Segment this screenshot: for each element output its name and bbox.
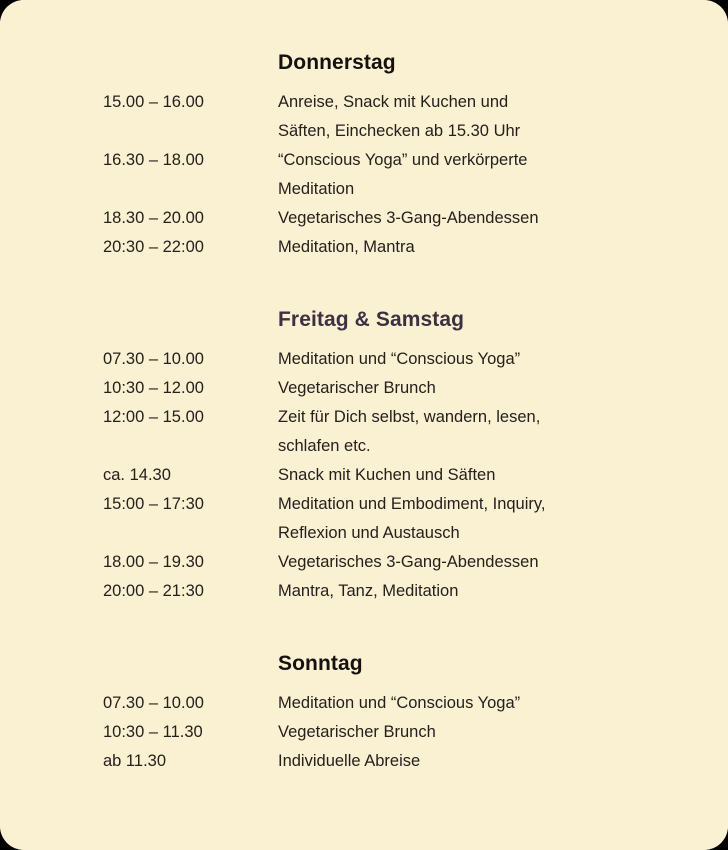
schedule-time: 18.30 – 20.00 [103, 209, 204, 227]
schedule-description: Zeit für Dich selbst, wandern, lesen, [278, 408, 541, 426]
day-heading: Freitag & Samstag [278, 308, 465, 331]
schedule-description: “Conscious Yoga” und verkörperte [278, 151, 528, 169]
schedule-time: 15:00 – 17:30 [103, 495, 204, 513]
schedule-time: 07.30 – 10.00 [103, 694, 204, 712]
schedule-time: ca. 14.30 [103, 466, 171, 484]
schedule-description: Individuelle Abreise [278, 752, 421, 770]
schedule-description: Meditation und “Conscious Yoga” [278, 350, 521, 368]
schedule-description-continued: Säften, Einchecken ab 15.30 Uhr [278, 122, 521, 140]
schedule-description: Meditation und “Conscious Yoga” [278, 694, 521, 712]
schedule-time: 20:00 – 21:30 [103, 582, 204, 600]
schedule-description-continued: Reflexion und Austausch [278, 524, 460, 542]
schedule-description: Vegetarisches 3-Gang-Abendessen [278, 553, 539, 571]
schedule-description: Vegetarischer Brunch [278, 379, 436, 397]
schedule-description: Mantra, Tanz, Meditation [278, 582, 459, 600]
schedule-description: Anreise, Snack mit Kuchen und [278, 93, 509, 111]
schedule-description: Meditation, Mantra [278, 238, 415, 256]
schedule-time: 16.30 – 18.00 [103, 151, 204, 169]
schedule-description-continued: Meditation [278, 180, 355, 198]
schedule-time: 10:30 – 12.00 [103, 379, 204, 397]
schedule-description: Vegetarischer Brunch [278, 723, 436, 741]
schedule-time: ab 11.30 [103, 752, 167, 770]
schedule-description: Vegetarisches 3-Gang-Abendessen [278, 209, 539, 227]
schedule-time: 15.00 – 16.00 [103, 93, 204, 111]
schedule-time: 10:30 – 11.30 [103, 723, 203, 741]
schedule-time: 20:30 – 22:00 [103, 238, 204, 256]
schedule-time: 18.00 – 19.30 [103, 553, 204, 571]
schedule-time: 07.30 – 10.00 [103, 350, 204, 368]
schedule-time: 12:00 – 15.00 [103, 408, 204, 426]
schedule-description-continued: schlafen etc. [278, 437, 371, 455]
day-heading: Sonntag [278, 652, 363, 675]
day-heading: Donnerstag [278, 51, 396, 74]
schedule-description: Snack mit Kuchen und Säften [278, 466, 496, 484]
schedule-description: Meditation und Embodiment, Inquiry, [278, 495, 546, 513]
